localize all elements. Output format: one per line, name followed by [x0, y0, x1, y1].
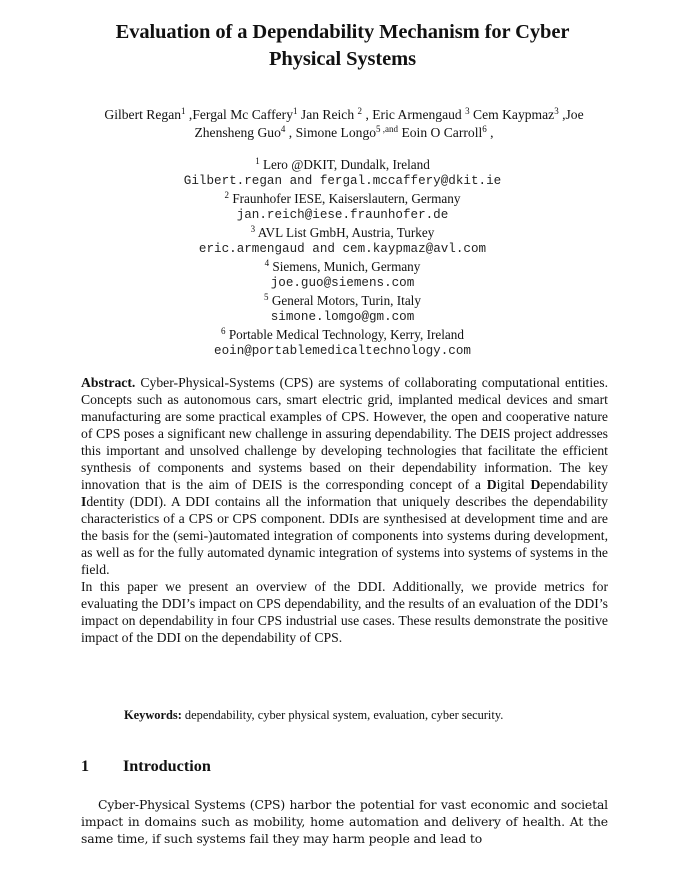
- paper-title: Evaluation of a Dependability Mechanism for Cyber Physical Systems: [115, 21, 570, 70]
- abstract-label: Abstract.: [81, 375, 136, 390]
- author: Eric Armengaud $^3$: [372, 106, 470, 122]
- author: Simone Longo$^{5 ,and}$: [295, 124, 399, 140]
- affiliation-email: Gilbert.regan and fergal.mccaffery@dkit.ie: [183, 174, 502, 188]
- intro-paragraph: Cyber-Physical Systems (CPS) harbor the potential for vast economic and societal impact in domains such as mobility, home automation and delivery of health. At the same time, if such systems fail they may harm people and lead to: [81, 797, 608, 846]
- affiliation-list: [80, 156, 605, 360]
- affiliation-email: simone.lomgo@gm.com: [270, 310, 415, 324]
- keywords-text: dependability, cyber physical system, evaluation, cyber security.: [181, 708, 504, 722]
- abstract-paragraph: In this paper we present an overview of the DDI. Additionally, we provide metrics for evaluating the DDI’s impact on CPS dependability, and the results of an evaluation of the DDI’s impact on dependability in four CPS industrial use cases. These results demonstrate the positive impact of the DDI on the dependability of CPS.: [81, 579, 608, 645]
- abstract-paragraph: Abstract. Cyber-Physical-Systems (CPS) are systems of collaborating computational entities. Concepts such as autonomous cars, smart electric grid, implanted medical devices and smart manufacturing are some practical examples of CPS. However, the open and cooperative nature of CPS poses a significant new challenge in assuring dependability. The DEIS project addresses this important and unsolved challenge by developing technologies that facilitate the efficient synthesis of components and systems based on their dependability information. The key innovation that is the aim of DEIS is the corresponding concept of a Digital Dependability Identity (DDI). A DDI contains all the information that uniquely describes the dependability characteristics of a CPS or CPS component. DDIs are synthesised at development time and are the basis for the (semi-)automated integration of components into systems during development, as well as for the fully automated dynamic integration of systems into systems of systems in the field.: [81, 375, 608, 577]
- abstract: [81, 374, 608, 646]
- author: Eoin O Carroll$^6$ ,: [401, 124, 494, 140]
- affiliation: $^1$ Lero @DKIT, Dundalk, Ireland: [255, 156, 430, 172]
- keywords-label: Keywords:: [124, 708, 182, 722]
- affiliation-email: eoin@portablemedicaltechnology.com: [214, 344, 471, 358]
- affiliation: $^6$ Portable Medical Technology, Kerry, Ireland: [221, 326, 464, 342]
- introduction-body: [81, 796, 608, 847]
- affiliation-email: eric.armengaud and cem.kaypmaz@avl.com: [198, 242, 487, 256]
- author: Fergal Mc Caffery$^1$: [192, 106, 298, 122]
- author: Gilbert Regan$^1$ ,: [104, 106, 193, 122]
- affiliation-email: joe.guo@siemens.com: [270, 276, 415, 290]
- author: Cem Kaypmaz$^3$ ,: [473, 106, 566, 122]
- affiliation: $^5$ General Motors, Turin, Italy: [264, 292, 421, 308]
- author: Jan Reich $^2$ ,: [300, 106, 373, 122]
- affiliation: $^2$ Fraunhofer IESE, Kaiserslautern, Germany: [224, 190, 461, 206]
- author-list: [78, 106, 610, 142]
- affiliation: $^3$ AVL List GmbH, Austria, Turkey: [250, 224, 435, 240]
- affiliation: $^4$ Siemens, Munich, Germany: [264, 258, 421, 274]
- section-heading: [81, 756, 211, 776]
- keywords: [124, 707, 503, 723]
- section-number: 1: [81, 757, 90, 775]
- author: Joe Zhensheng Guo$^4$ ,: [194, 107, 584, 140]
- section-title: Introduction: [123, 757, 211, 775]
- affiliation-email: jan.reich@iese.fraunhofer.de: [236, 208, 449, 222]
